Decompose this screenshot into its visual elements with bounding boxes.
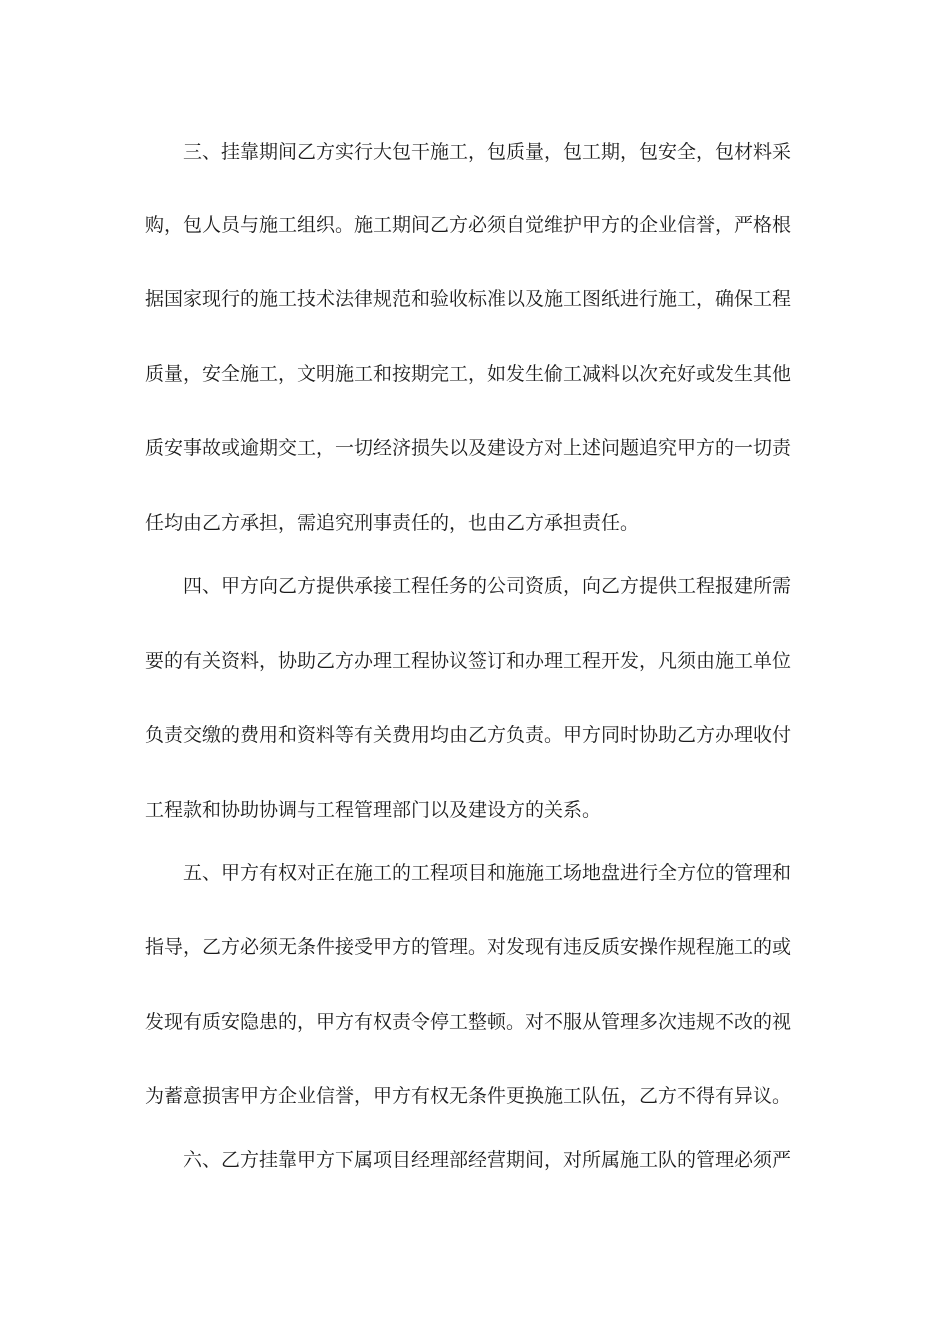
clause-3-line-5: 质安事故或逾期交工，一切经济损失以及建设方对上述问题追究甲方的一切责: [145, 437, 792, 459]
clause-3-line-2: 购，包人员与施工组织。施工期间乙方必须自觉维护甲方的企业信誉，严格根: [145, 214, 792, 236]
clause-5-line-3: 发现有质安隐患的，甲方有权责令停工整顿。对不服从管理多次违规不改的视: [145, 1011, 792, 1033]
clause-3-line-3: 据国家现行的施工技术法律规范和验收标准以及施工图纸进行施工，确保工程: [145, 288, 792, 310]
clause-4-line-2: 要的有关资料，协助乙方办理工程协议签订和办理工程开发，凡须由施工单位: [145, 650, 792, 672]
clause-3-line-6: 任均由乙方承担，需追究刑事责任的，也由乙方承担责任。: [145, 512, 640, 534]
clause-4-line-4: 工程款和协助协调与工程管理部门以及建设方的关系。: [145, 799, 602, 821]
clause-4-line-1: 四、甲方向乙方提供承接工程任务的公司资质，向乙方提供工程报建所需: [183, 575, 792, 597]
clause-5-line-1: 五、甲方有权对正在施工的工程项目和施施工场地盘进行全方位的管理和: [183, 862, 792, 884]
clause-6-line-1: 六、乙方挂靠甲方下属项目经理部经营期间，对所属施工队的管理必须严: [183, 1149, 792, 1171]
clause-3-line-4: 质量，安全施工，文明施工和按期完工，如发生偷工减料以次充好或发生其他: [145, 363, 792, 385]
clause-4-line-3: 负责交缴的费用和资料等有关费用均由乙方负责。甲方同时协助乙方办理收付: [145, 724, 792, 746]
clause-3-line-1: 三、挂靠期间乙方实行大包干施工，包质量，包工期，包安全，包材料采: [183, 141, 792, 163]
clause-5-line-2: 指导，乙方必须无条件接受甲方的管理。对发现有违反质安操作规程施工的或: [145, 936, 792, 958]
clause-5-line-4: 为蓄意损害甲方企业信誉，甲方有权无条件更换施工队伍，乙方不得有异议。: [145, 1085, 792, 1107]
